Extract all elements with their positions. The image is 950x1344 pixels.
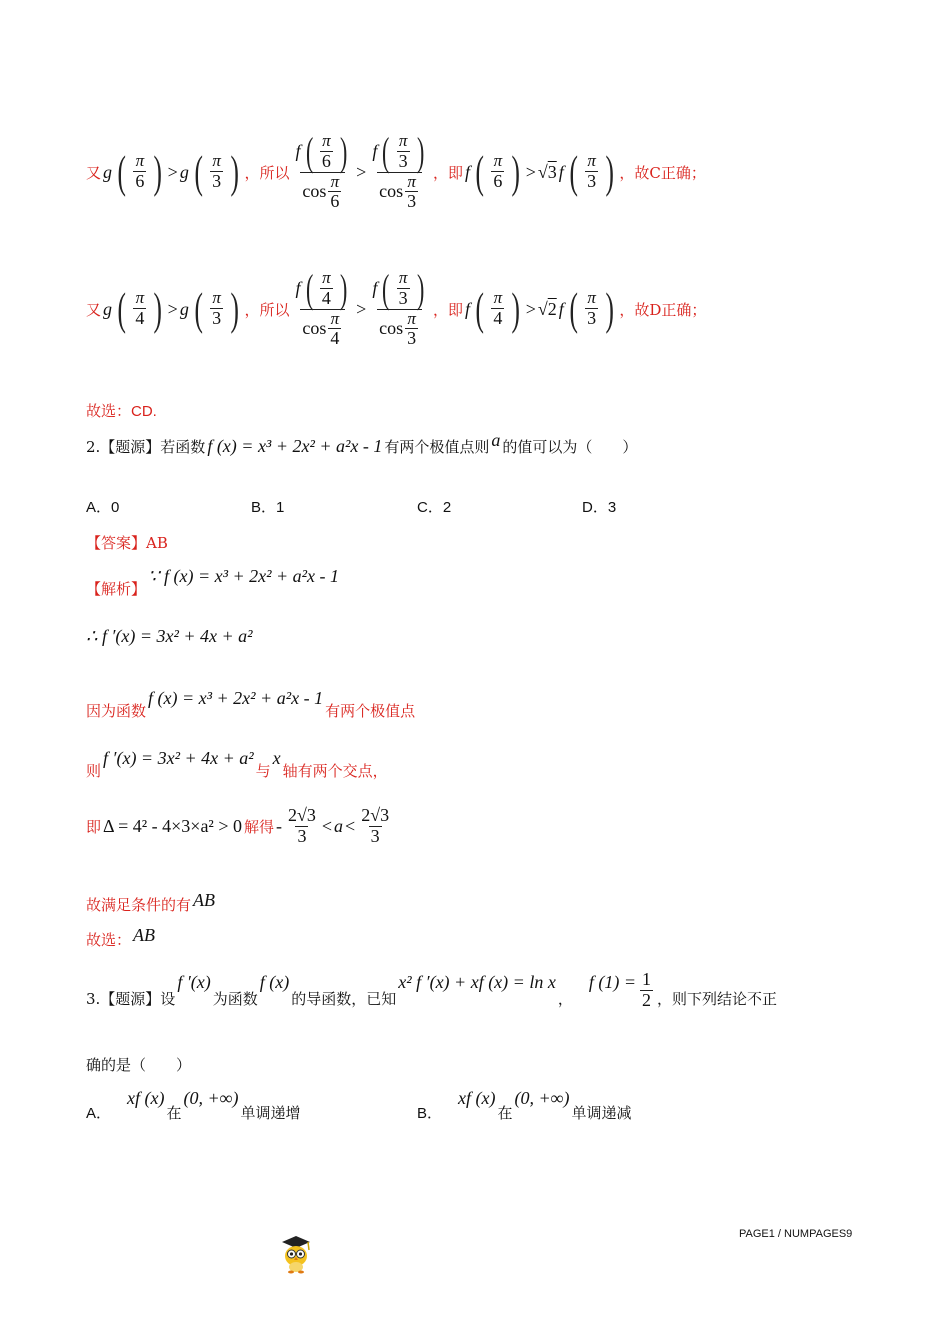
page-number: PAGE1 / NUMPAGES9	[739, 1228, 853, 1240]
q2-option-c: C．2	[417, 499, 452, 516]
therefore-line: ∴ f ′(x) = 3x² + 4x + a²	[86, 626, 253, 646]
q2-choice: 故选： AB	[86, 925, 156, 949]
q2-option-a: A．0	[86, 499, 120, 516]
line-option-d: 又 g ( $\frac{\pi}{4}$ ) > g ( $\frac{\pi}{3}$ ) ，所以 f ( $\frac{\pi}{4}$ ) cos $\frac{\pi}{4}$ > f ( $\frac{\pi}{3}$ ) cos $\frac{\pi}{3}$ ，即 f ( $\frac{\pi}{4}$ ) > √2 f ( $\frac{\pi}{3}$ ) ，故D正确；	[86, 265, 707, 349]
scholar-owl-icon	[278, 1234, 314, 1274]
q2-analysis	[86, 566, 340, 598]
lead-word: 又	[86, 300, 102, 319]
q2-option-b: B．1	[251, 499, 285, 516]
lead-word: 又	[86, 163, 102, 182]
q3-stem: 3.【题源】设 f ′(x) 为函数 f (x) 的导函数，已知 x² f ′(x) + xf (x) = ln x ， f (1) = $\frac{1}{2}$ ，则下列结论不正	[86, 969, 777, 1010]
q2-suffix: 的值可以为（ ）	[502, 438, 638, 456]
q3-option-b: B． xf (x) 在 (0, +∞) 单调递减	[417, 1088, 632, 1122]
step4: 故满足条件的有 AB	[86, 890, 216, 914]
conclusion-c: ，故C正确；	[619, 163, 706, 182]
q2-var: a	[491, 430, 501, 450]
step3: 即 Δ = 4² - 4×3×a² > 0 解得 - $\frac{2√3}{3}$ < a < $\frac{2√3}{3}$	[86, 805, 390, 846]
q2-formula: f (x) = x³ + 2x² + a²x - 1	[207, 436, 383, 456]
q2-option-d: D．3	[582, 499, 617, 516]
step1: 因为函数 f (x) = x³ + 2x² + a²x - 1 有两个极值点	[86, 688, 416, 720]
so-word: ，所以	[244, 163, 290, 182]
ie-word: ，即	[433, 163, 464, 182]
ie-word: ，即	[433, 300, 464, 319]
q2-mid: 有两个极值点则	[384, 438, 490, 456]
q2-prefix: 2.【题源】若函数	[86, 438, 206, 456]
analysis-label: 【解析】	[86, 580, 147, 598]
q2-answer: 【答案】AB	[86, 534, 168, 552]
because-line: ∵ f (x) = x³ + 2x² + a²x - 1	[148, 566, 340, 586]
q3-option-a: A． xf (x) 在 (0, +∞) 单调递增	[86, 1088, 301, 1122]
conclusion-d: ，故D正确；	[619, 300, 707, 319]
choice-cd: 故选：CD.	[86, 403, 157, 420]
so-word: ，所以	[244, 300, 290, 319]
line-option-c: 又 g ( $\frac{\pi}{6}$ ) > g ( $\frac{\pi}{3}$ ) ，所以 f ( $\frac{\pi}{6}$ ) cos $\frac{\pi}{6}$ > f ( $\frac{\pi}{3}$ ) cos $\frac{\pi}{3}$ ，即 f ( $\frac{\pi}{6}$ ) > √3 f ( $\frac{\pi}{3}$ ) ，故C正确；	[86, 128, 706, 212]
step2: 则 f ′(x) = 3x² + 4x + a² 与 x 轴有两个交点，	[86, 748, 388, 780]
q3-stem-line2: 确的是（ ）	[86, 1056, 192, 1074]
q2-stem	[86, 430, 638, 457]
